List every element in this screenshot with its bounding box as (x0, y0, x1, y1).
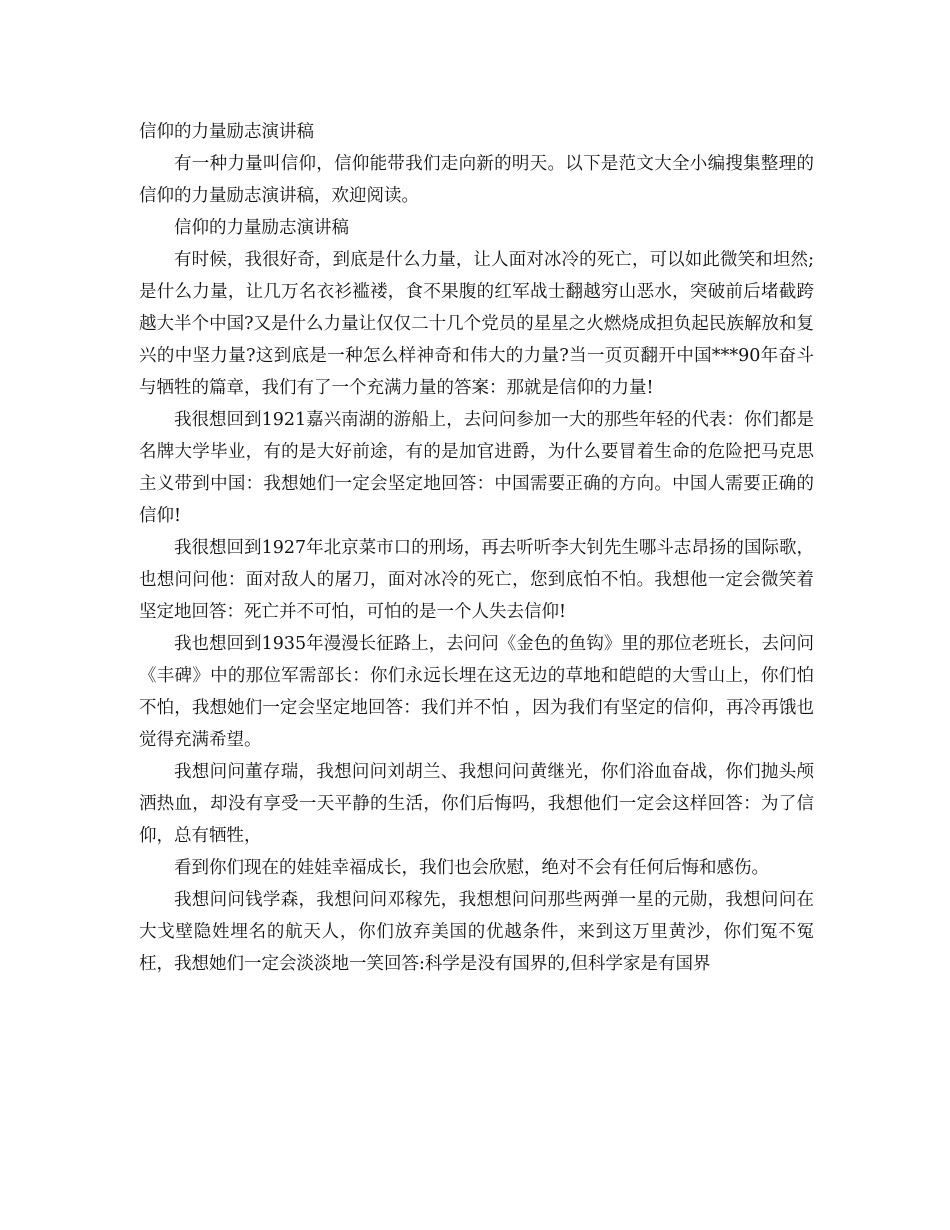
document-body (139, 116, 814, 980)
paragraph: 我想问问董存瑞，我想问问刘胡兰、我想问问黄继光，你们浴血奋战，你们抛头颅洒热血，却没有享受一天平静的生活，你们后悔吗，我想他们一定会这样回答：为了信仰，总有牺牲， (139, 762, 814, 846)
document-title: 信仰的力量励志演讲稿 (139, 122, 314, 142)
paragraph-intro: 有一种力量叫信仰，信仰能带我们走向新的明天。以下是范文大全小编搜集整理的信仰的力量励志演讲稿，欢迎阅读。 (139, 154, 814, 206)
paragraph: 看到你们现在的娃娃幸福成长，我们也会欣慰，绝对不会有任何后悔和感伤。 (174, 858, 769, 878)
paragraph: 我想问问钱学森，我想问问邓稼先，我想想问问那些两弹一星的元勋，我想问问在大戈壁隐姓埋名的航天人，你们放弃美国的优越条件，来到这万里黄沙，你们冤不冤枉，我想她们一定会淡淡地一笑回答:科学是没有国界的,但科学家是有国界 (139, 890, 814, 974)
paragraph: 我很想回到1927年北京菜市口的刑场，再去听听李大钊先生哪斗志昂扬的国际歌，也想问问他：面对敌人的屠刀，面对冰冷的死亡，您到底怕不怕。我想他一定会微笑着坚定地回答：死亡并不可怕，可怕的是一个人失去信仰! (139, 538, 814, 622)
paragraph: 有时候，我很好奇，到底是什么力量，让人面对冰冷的死亡，可以如此微笑和坦然;是什么力量，让几万名衣衫褴褛，食不果腹的红军战士翻越穷山恶水，突破前后堵截跨越大半个中国?又是什么力量让仅仅二十几个党员的星星之火燃烧成担负起民族解放和复兴的中坚力量?这到底是一种怎么样神奇和伟大的力量?当一页页翻开中国***90年奋斗与牺牲的篇章，我们有了一个充满力量的答案：那就是信仰的力量! (139, 250, 814, 398)
paragraph: 我也想回到1935年漫漫长征路上，去问问《金色的鱼钩》里的那位老班长，去问问《丰碑》中的那位军需部长：你们永远长埋在这无边的草地和皑皑的大雪山上，你们怕不怕，我想她们一定会坚定地回答：我们并不怕 ，因为我们有坚定的信仰，再冷再饿也觉得充满希望。 (139, 634, 814, 750)
paragraph: 我很想回到1921嘉兴南湖的游船上，去问问参加一大的那些年轻的代表：你们都是名牌大学毕业，有的是大好前途，有的是加官进爵，为什么要冒着生命的危险把马克思主义带到中国：我想她们一定会坚定地回答：中国需要正确的方向。中国人需要正确的信仰! (139, 410, 814, 526)
paragraph-subtitle: 信仰的力量励志演讲稿 (174, 218, 349, 238)
